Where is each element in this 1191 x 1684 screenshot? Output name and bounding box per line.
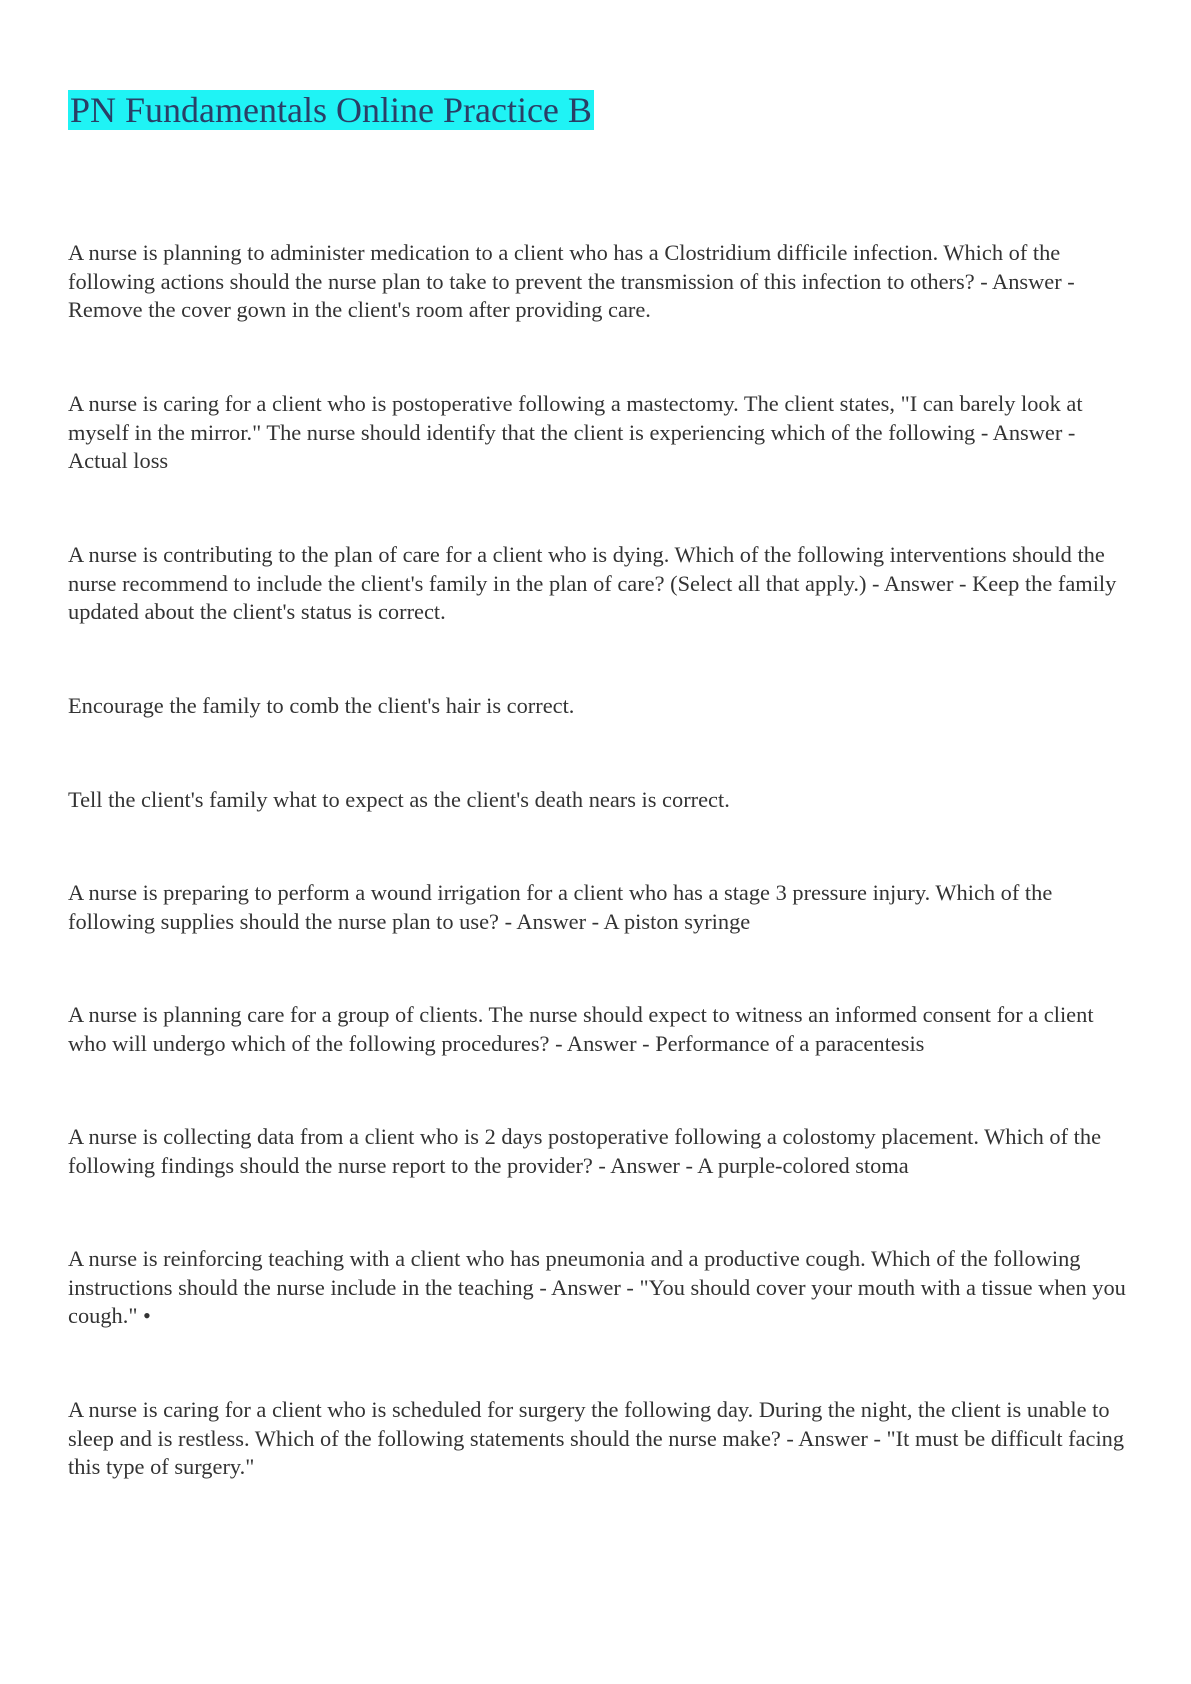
question-6: A nurse is collecting data from a client who is 2 days postoperative following a colostomy placement. Which of the following findings should the nurse report to the provider? - Answer - A purple-colored stoma bbox=[68, 1124, 1102, 1178]
answer-continuation-1: Encourage the family to comb the client's hair is correct. bbox=[68, 693, 575, 718]
question-3: A nurse is contributing to the plan of care for a client who is dying. Which of the following interventions should the nurse recommend to include the client's family in the plan of care? (Select all that apply.) - Answer - Keep the family updated about the client's status is correct. bbox=[68, 542, 1117, 625]
question-5: A nurse is planning care for a group of clients. The nurse should expect to witness an informed consent for a client who will undergo which of the following procedures? - Answer - Performance of a paracentesis bbox=[68, 1002, 1094, 1056]
question-8: A nurse is caring for a client who is scheduled for surgery the following day. During the night, the client is unable to sleep and is restless. Which of the following statements should the nurse make? - Answer - "It must be difficult facing this type of surgery." bbox=[68, 1397, 1125, 1480]
answer-continuation-2: Tell the client's family what to expect as the client's death nears is correct. bbox=[68, 787, 730, 812]
title-highlight: PN Fundamentals Online Practice B bbox=[70, 90, 592, 130]
document-title bbox=[68, 90, 594, 130]
question-4: A nurse is preparing to perform a wound irrigation for a client who has a stage 3 pressure injury. Which of the following supplies should the nurse plan to use? - Answer - A piston syringe bbox=[68, 880, 1053, 934]
question-7: A nurse is reinforcing teaching with a client who has pneumonia and a productive cough. Which of the following instructions should the nurse include in the teaching - Answer - "You should cover your mouth with a tissue when you cough." • bbox=[68, 1246, 1126, 1329]
question-1: A nurse is planning to administer medication to a client who has a Clostridium difficile infection. Which of the following actions should the nurse plan to take to prevent the transmission of this infection to others? - Answer - Remove the cover gown in the client's room after providing care. bbox=[68, 240, 1075, 323]
question-2: A nurse is caring for a client who is postoperative following a mastectomy. The client states, "I can barely look at myself in the mirror." The nurse should identify that the client is experiencing which of the following - Answer - Actual loss bbox=[68, 391, 1083, 474]
